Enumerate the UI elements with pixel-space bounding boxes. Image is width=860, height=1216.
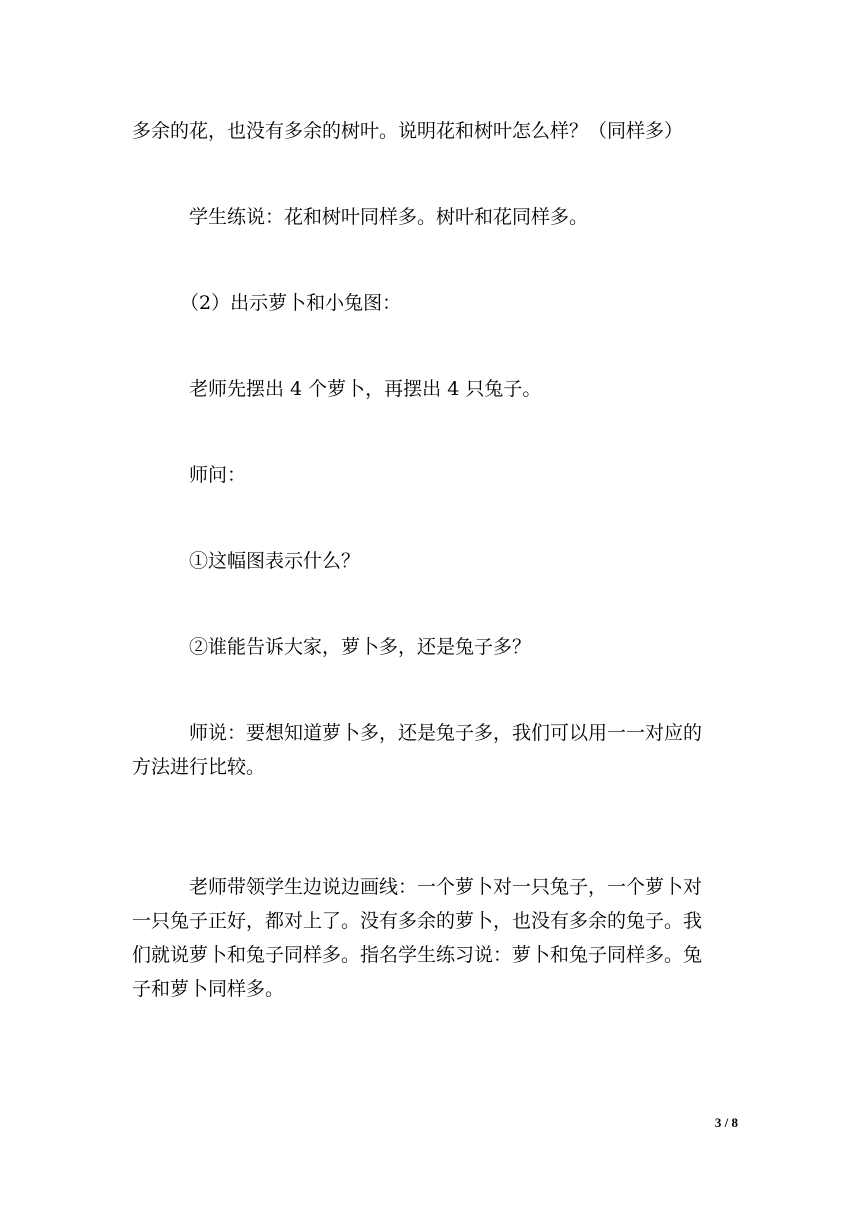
page-number: 3 / 8 (714, 1115, 738, 1130)
paragraph-step-2-heading (132, 286, 738, 320)
text-line: 老师带领学生边说边画线：一个萝卜对一只兔子，一个萝卜对 (189, 876, 703, 898)
text-line: 子和萝卜同样多。 (132, 978, 285, 1000)
paragraph-teacher-explains (132, 716, 738, 784)
text-line: 多余的花，也没有多余的树叶。说明花和树叶怎么样？（同样多） (132, 120, 684, 142)
paragraph-teacher-demonstration (132, 870, 738, 1006)
text-line: 老师先摆出 4 个萝卜，再摆出 4 只兔子。 (189, 378, 542, 400)
text-line: 师说：要想知道萝卜多，还是兔子多，我们可以用一一对应的 (189, 722, 703, 744)
text-line: 们就说萝卜和兔子同样多。指名学生练习说：萝卜和兔子同样多。兔 (132, 944, 703, 966)
paragraph-student-practice (132, 200, 738, 234)
paragraph-continuation (132, 114, 738, 148)
text-line: ②谁能告诉大家，萝卜多，还是兔子多？ (189, 636, 532, 658)
paragraph-teacher-asks (132, 458, 738, 492)
text-line: 方法进行比较。 (132, 756, 266, 778)
text-line: 一只兔子正好，都对上了。没有多余的萝卜，也没有多余的兔子。我 (132, 910, 703, 932)
text-line: 师问： (189, 464, 247, 486)
text-line: （2）出示萝卜和小兔图： (180, 292, 402, 314)
text-line: 学生练说：花和树叶同样多。树叶和花同样多。 (189, 206, 589, 228)
text-line: ①这幅图表示什么？ (189, 550, 361, 572)
paragraph-question-2 (132, 630, 738, 664)
paragraph-question-1 (132, 544, 738, 578)
paragraph-teacher-setup (132, 372, 738, 406)
